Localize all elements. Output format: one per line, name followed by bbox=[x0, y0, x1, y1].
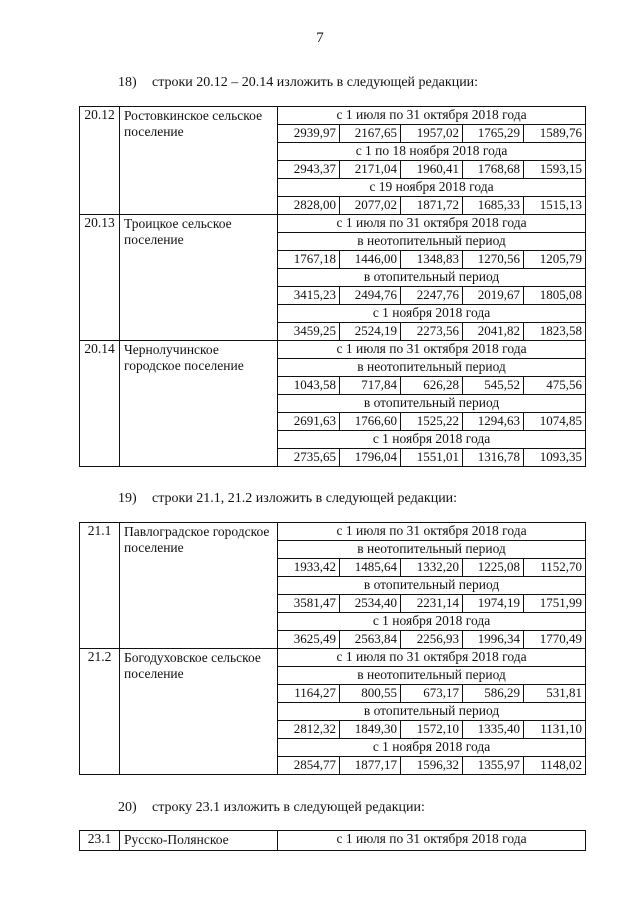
tariff-value: 2854,77 bbox=[278, 757, 340, 775]
tariff-value: 717,84 bbox=[340, 377, 401, 395]
tariff-value: 1957,02 bbox=[401, 125, 463, 143]
tariff-value: 1551,01 bbox=[401, 449, 463, 467]
instruction-number: 20) bbox=[118, 800, 137, 815]
tariff-value: 2524,19 bbox=[340, 323, 401, 341]
tariff-value: 673,17 bbox=[401, 685, 463, 703]
tariff-value: 2939,97 bbox=[278, 125, 340, 143]
tariff-value: 1335,40 bbox=[463, 721, 524, 739]
tariff-value: 1515,13 bbox=[524, 197, 586, 215]
period-header: в отопительный период bbox=[278, 703, 586, 721]
tariff-value: 2828,00 bbox=[278, 197, 340, 215]
tariff-value: 1316,78 bbox=[463, 449, 524, 467]
tariff-value: 1996,34 bbox=[463, 631, 524, 649]
period-header: с 1 ноября 2018 года bbox=[278, 613, 586, 631]
table-row bbox=[80, 523, 586, 541]
tariff-value: 1332,20 bbox=[401, 559, 463, 577]
tariff-value: 1823,58 bbox=[524, 323, 586, 341]
tariff-value: 1131,10 bbox=[524, 721, 586, 739]
tariff-value: 1974,19 bbox=[463, 595, 524, 613]
instruction-text: строки 21.1, 21.2 изложить в следующей редакции: bbox=[152, 491, 458, 506]
settlement-name: Богодуховское сельское поселение bbox=[120, 649, 278, 775]
table-row bbox=[80, 215, 586, 233]
tariff-value: 1294,63 bbox=[463, 413, 524, 431]
tariff-value: 1572,10 bbox=[401, 721, 463, 739]
tariff-value: 2691,63 bbox=[278, 413, 340, 431]
tariff-value: 1355,97 bbox=[463, 757, 524, 775]
tariff-value: 1765,29 bbox=[463, 125, 524, 143]
settlement-name: Ростовкинское сельское поселение bbox=[120, 107, 278, 215]
period-header: с 1 ноября 2018 года bbox=[278, 739, 586, 757]
row-code: 20.13 bbox=[80, 215, 120, 341]
tariff-value: 1525,22 bbox=[401, 413, 463, 431]
tariff-value: 1685,33 bbox=[463, 197, 524, 215]
tariff-value: 3625,49 bbox=[278, 631, 340, 649]
tariff-value: 2167,65 bbox=[340, 125, 401, 143]
period-header: в неотопительный период bbox=[278, 233, 586, 251]
table-row bbox=[80, 107, 586, 125]
tariff-value: 2256,93 bbox=[401, 631, 463, 649]
instruction-text: строки 20.12 – 20.14 изложить в следующей редакции: bbox=[152, 75, 479, 90]
tariff-table-21 bbox=[79, 522, 586, 775]
row-code: 23.1 bbox=[80, 831, 120, 851]
instruction-19 bbox=[118, 491, 457, 507]
tariff-value: 2041,82 bbox=[463, 323, 524, 341]
tariff-value: 2273,56 bbox=[401, 323, 463, 341]
tariff-value: 2019,67 bbox=[463, 287, 524, 305]
period-header: с 1 ноября 2018 года bbox=[278, 431, 586, 449]
tariff-value: 1164,27 bbox=[278, 685, 340, 703]
instruction-20 bbox=[118, 800, 425, 816]
tariff-value: 1446,00 bbox=[340, 251, 401, 269]
tariff-value: 545,52 bbox=[463, 377, 524, 395]
table-row bbox=[80, 831, 586, 851]
period-header: с 1 июля по 31 октября 2018 года bbox=[278, 215, 586, 233]
row-code: 20.12 bbox=[80, 107, 120, 215]
period-header: в отопительный период bbox=[278, 577, 586, 595]
row-code: 21.2 bbox=[80, 649, 120, 775]
period-header: с 1 июля по 31 октября 2018 года bbox=[278, 523, 586, 541]
table-row bbox=[80, 341, 586, 359]
tariff-value: 2812,32 bbox=[278, 721, 340, 739]
tariff-value: 1849,30 bbox=[340, 721, 401, 739]
tariff-value: 3459,25 bbox=[278, 323, 340, 341]
tariff-value: 1960,41 bbox=[401, 161, 463, 179]
tariff-value: 2494,76 bbox=[340, 287, 401, 305]
tariff-value: 1348,83 bbox=[401, 251, 463, 269]
tariff-value: 2077,02 bbox=[340, 197, 401, 215]
period-header: в неотопительный период bbox=[278, 359, 586, 377]
tariff-value: 3415,23 bbox=[278, 287, 340, 305]
tariff-value: 2563,84 bbox=[340, 631, 401, 649]
tariff-value: 1589,76 bbox=[524, 125, 586, 143]
tariff-value: 586,29 bbox=[463, 685, 524, 703]
settlement-name: Павлоградское городское поселение bbox=[120, 523, 278, 649]
tariff-value: 1768,68 bbox=[463, 161, 524, 179]
tariff-value: 1766,60 bbox=[340, 413, 401, 431]
tariff-value: 2943,37 bbox=[278, 161, 340, 179]
period-header: с 1 ноября 2018 года bbox=[278, 305, 586, 323]
tariff-value: 1805,08 bbox=[524, 287, 586, 305]
tariff-value: 1485,64 bbox=[340, 559, 401, 577]
tariff-value: 1270,56 bbox=[463, 251, 524, 269]
period-header: в отопительный период bbox=[278, 269, 586, 287]
tariff-value: 1770,49 bbox=[524, 631, 586, 649]
tariff-value: 2171,04 bbox=[340, 161, 401, 179]
tariff-value: 1933,42 bbox=[278, 559, 340, 577]
period-header: в неотопительный период bbox=[278, 541, 586, 559]
tariff-value: 1043,58 bbox=[278, 377, 340, 395]
period-header: с 1 по 18 ноября 2018 года bbox=[278, 143, 586, 161]
tariff-value: 475,56 bbox=[524, 377, 586, 395]
tariff-value: 1093,35 bbox=[524, 449, 586, 467]
tariff-value: 2735,65 bbox=[278, 449, 340, 467]
tariff-value: 1225,08 bbox=[463, 559, 524, 577]
tariff-value: 1148,02 bbox=[524, 757, 586, 775]
settlement-name: Чернолучинское городское поселение bbox=[120, 341, 278, 467]
period-header: с 1 июля по 31 октября 2018 года bbox=[278, 107, 586, 125]
period-header: в неотопительный период bbox=[278, 667, 586, 685]
instruction-number: 18) bbox=[118, 75, 137, 90]
table-row bbox=[80, 649, 586, 667]
tariff-value: 531,81 bbox=[524, 685, 586, 703]
tariff-value: 1205,79 bbox=[524, 251, 586, 269]
tariff-value: 1871,72 bbox=[401, 197, 463, 215]
tariff-value: 1074,85 bbox=[524, 413, 586, 431]
period-header: с 19 ноября 2018 года bbox=[278, 179, 586, 197]
period-header: с 1 июля по 31 октября 2018 года bbox=[278, 341, 586, 359]
tariff-value: 2231,14 bbox=[401, 595, 463, 613]
page-number: 7 bbox=[316, 30, 324, 46]
row-code: 21.1 bbox=[80, 523, 120, 649]
tariff-value: 1596,32 bbox=[401, 757, 463, 775]
tariff-value: 626,28 bbox=[401, 377, 463, 395]
instruction-number: 19) bbox=[118, 491, 137, 506]
period-header: с 1 июля по 31 октября 2018 года bbox=[278, 649, 586, 667]
tariff-value: 1796,04 bbox=[340, 449, 401, 467]
tariff-table-20 bbox=[79, 106, 586, 467]
tariff-value: 3581,47 bbox=[278, 595, 340, 613]
tariff-value: 2534,40 bbox=[340, 595, 401, 613]
tariff-table-23 bbox=[79, 830, 586, 851]
tariff-value: 1767,18 bbox=[278, 251, 340, 269]
tariff-value: 2247,76 bbox=[401, 287, 463, 305]
row-code: 20.14 bbox=[80, 341, 120, 467]
instruction-18 bbox=[118, 75, 478, 91]
period-header: в отопительный период bbox=[278, 395, 586, 413]
tariff-value: 1593,15 bbox=[524, 161, 586, 179]
tariff-value: 1152,70 bbox=[524, 559, 586, 577]
tariff-value: 1877,17 bbox=[340, 757, 401, 775]
tariff-value: 800,55 bbox=[340, 685, 401, 703]
settlement-name: Троицкое сельское поселение bbox=[120, 215, 278, 341]
period-header: с 1 июля по 31 октября 2018 года bbox=[278, 831, 586, 851]
settlement-name: Русско-Полянское bbox=[120, 831, 278, 851]
tariff-value: 1751,99 bbox=[524, 595, 586, 613]
instruction-text: строку 23.1 изложить в следующей редакции: bbox=[152, 800, 425, 815]
